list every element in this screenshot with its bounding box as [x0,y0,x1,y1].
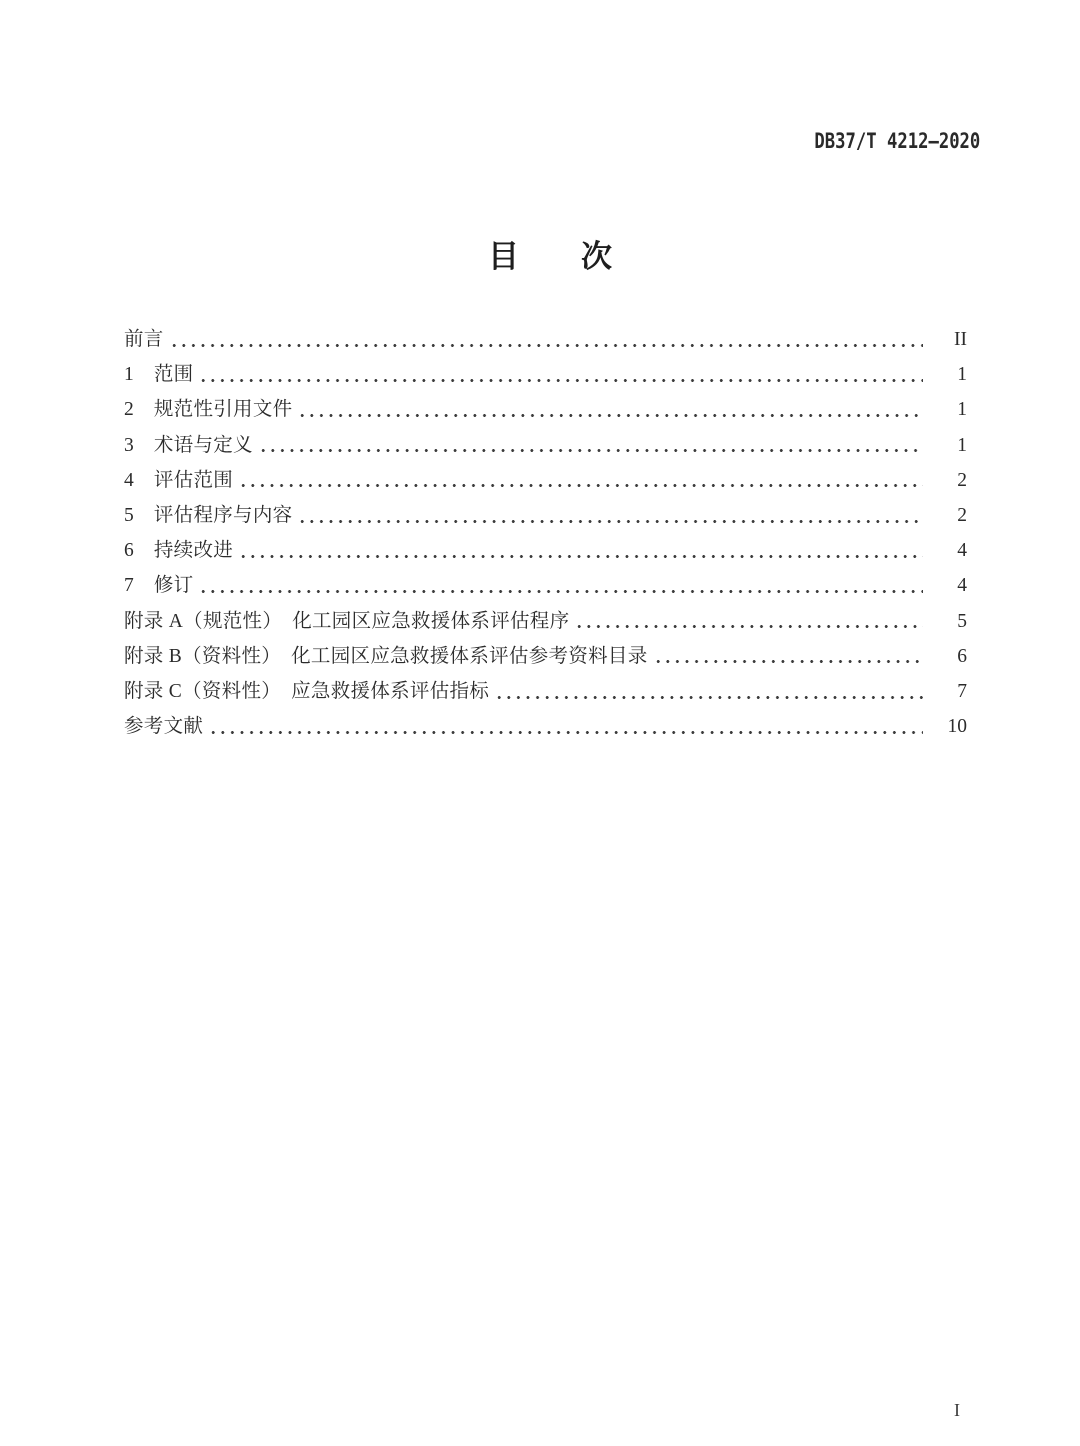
toc-entry-label: 附录 B（资料性） 化工园区应急救援体系评估参考资料目录 [124,645,648,667]
toc-entry [124,498,967,533]
toc-entry [124,709,967,744]
dot-leader [241,554,923,559]
toc-entry-page: 4 [957,540,967,562]
footer-page-number: I [954,1400,960,1420]
dot-leader [300,519,923,524]
dot-leader [577,624,923,629]
dot-leader [211,730,923,735]
toc-entry [124,392,967,427]
dot-leader [172,343,923,348]
toc-entry-page: II [954,329,967,350]
toc-entry-label: 6 持续改进 [124,540,234,562]
toc-entry-label: 4 评估范围 [124,469,234,491]
toc-entry [124,674,967,709]
toc-entry-label: 参考文献 [124,716,204,738]
toc-entry-page: 1 [957,399,967,421]
toc-entry-page: 2 [957,469,967,491]
toc-entry [124,428,967,463]
toc-entry [124,463,967,498]
toc-entry [124,533,967,568]
toc-entry [124,322,967,357]
toc-entry [124,604,967,639]
toc-entry [124,568,967,603]
page-title: 目 次 [488,239,612,274]
toc-entry [124,639,967,674]
dot-leader [656,659,923,664]
toc-list [124,322,967,744]
standard-code: DB37/T 4212—2020 [814,129,980,153]
dot-leader [497,695,923,700]
toc-entry-label: 附录 A（规范性） 化工园区应急救援体系评估程序 [124,610,570,632]
toc-entry-page: 1 [957,434,967,456]
toc-entry [124,357,967,392]
dot-leader [201,589,923,594]
toc-entry-label: 1 范围 [124,364,194,386]
toc-entry-page: 7 [957,680,967,702]
toc-entry-label: 7 修订 [124,575,194,597]
dot-leader [261,448,923,453]
dot-leader [300,413,923,418]
toc-entry-label: 前言 [124,329,164,350]
dot-leader [201,378,923,383]
toc-entry-page: 1 [957,364,967,386]
toc-entry-page: 6 [957,645,967,667]
toc-entry-label: 2 规范性引用文件 [124,399,293,421]
dot-leader [241,483,923,488]
toc-entry-page: 10 [947,716,967,738]
toc-entry-label: 附录 C（资料性） 应急救援体系评估指标 [124,680,490,702]
toc-entry-label: 5 评估程序与内容 [124,504,293,526]
toc-entry-label: 3 术语与定义 [124,434,253,456]
toc-entry-page: 5 [957,610,967,632]
toc-entry-page: 2 [957,504,967,526]
toc-entry-page: 4 [957,575,967,597]
